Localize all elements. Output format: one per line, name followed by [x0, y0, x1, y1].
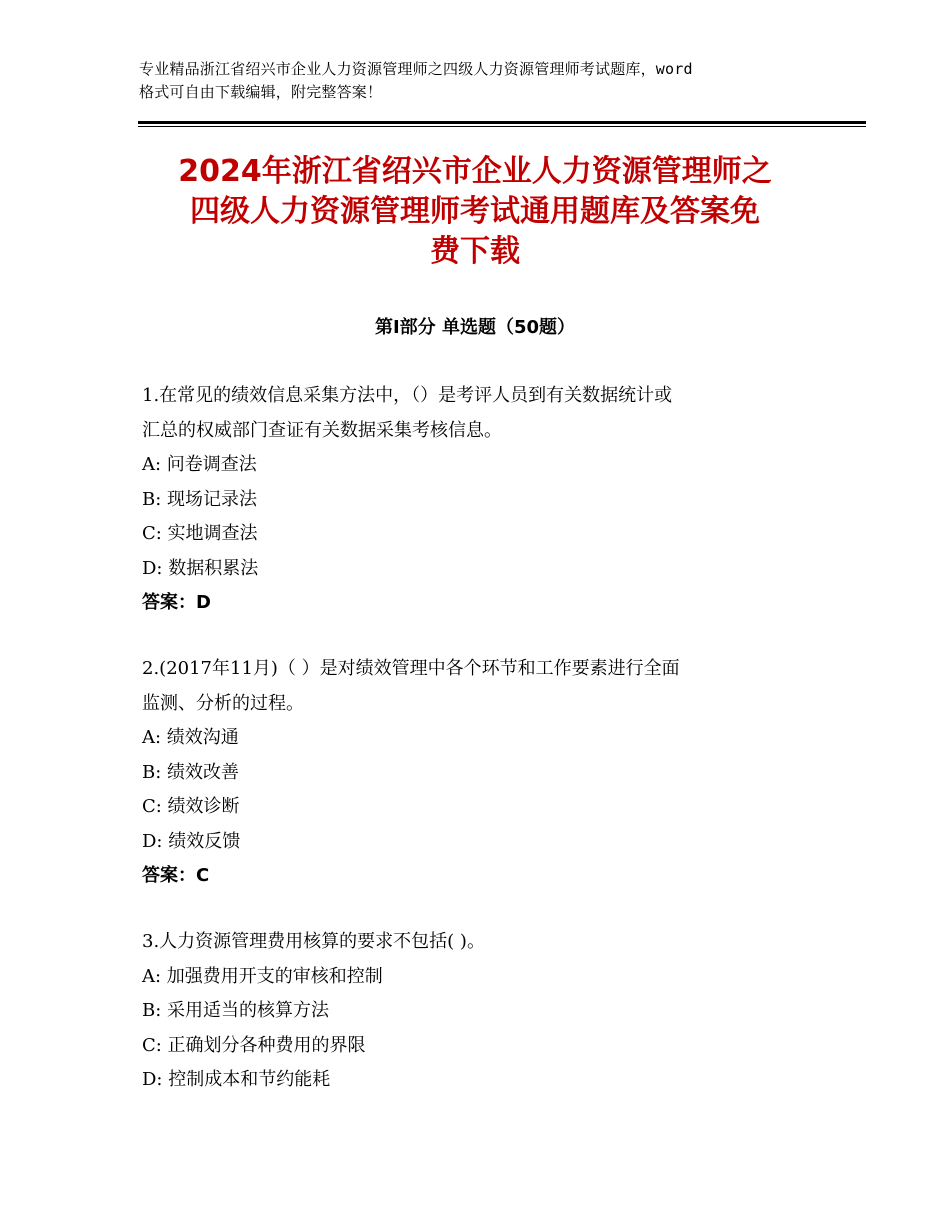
option-c: C: 实地调查法: [142, 523, 258, 544]
question-2: [142, 652, 822, 894]
header-note-line-1: 专业精品浙江省绍兴市企业人力资源管理师之四级人力资源管理师考试题库，word: [139, 60, 693, 78]
option-b: B: 采用适当的核算方法: [142, 1000, 330, 1021]
option-d: D: 数据积累法: [142, 557, 259, 579]
document-title-line-3: 费下载: [430, 234, 520, 269]
question-3: [142, 925, 822, 1098]
option-a: A: 加强费用开支的审核和控制: [142, 965, 383, 987]
header-note-line-2: 格式可自由下载编辑，附完整答案！: [139, 83, 383, 101]
option-d: D: 绩效反馈: [142, 830, 241, 852]
question-1: [142, 379, 822, 621]
question-stem-line: 3.人力资源管理费用核算的要求不包括( )。: [142, 931, 485, 952]
option-c: C: 绩效诊断: [142, 796, 240, 817]
option-d: D: 控制成本和节约能耗: [142, 1069, 331, 1090]
question-stem-line: 监测、分析的过程。: [142, 692, 304, 714]
option-b: B: 绩效改善: [142, 761, 240, 783]
header-rule-thin: [138, 126, 866, 127]
document-title: [130, 152, 820, 272]
option-a: A: 绩效沟通: [142, 727, 239, 748]
answer-label: 答案：C: [142, 865, 210, 886]
document-title-line-1: 2024年浙江省绍兴市企业人力资源管理师之: [178, 154, 772, 189]
question-stem-line: 1.在常见的绩效信息采集方法中，（）是考评人员到有关数据统计或: [142, 385, 673, 406]
header-rule-thick: [138, 121, 866, 124]
document-title-line-2: 四级人力资源管理师考试通用题库及答案免: [190, 194, 760, 229]
question-stem-line: 汇总的权威部门查证有关数据采集考核信息。: [142, 419, 502, 441]
option-c: C: 正确划分各种费用的界限: [142, 1034, 366, 1056]
section-heading: 第Ⅰ部分 单选题（50题）: [374, 317, 575, 338]
question-stem-line: 2.(2017年11月)（ ）是对绩效管理中各个环节和工作要素进行全面: [142, 658, 680, 679]
option-b: B: 现场记录法: [142, 488, 258, 510]
option-a: A: 问卷调查法: [142, 454, 257, 475]
header-note: [139, 58, 829, 104]
answer-label: 答案：D: [142, 592, 211, 613]
